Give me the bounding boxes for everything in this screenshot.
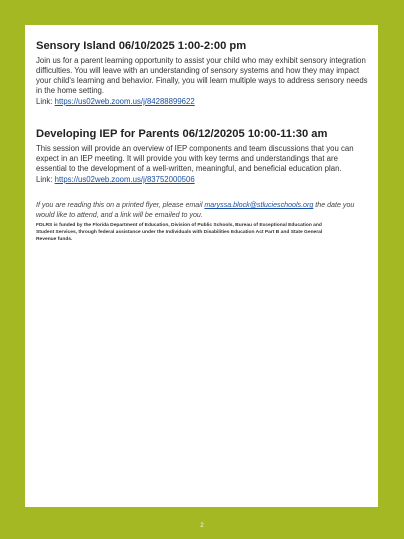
contact-email-link[interactable]: maryssa.block@stlucieschools.org	[204, 201, 314, 209]
session-link-line	[36, 174, 368, 185]
session-description: This session will provide an overview of IEP components and team discussions that you can expect in an IEP meeting. It will provide you with key terms and understandings that are essential to the development of a well-written, meaningful, and beneficial education plan.	[36, 144, 354, 173]
notice-text-after: the date you would like to attend, and a link will be emailed to you.	[36, 201, 355, 219]
session-developing-iep	[36, 128, 368, 185]
printed-flyer-notice	[36, 201, 368, 220]
session-title: Developing IEP for Parents 06/12/20205 10:00-11:30 am	[36, 128, 328, 140]
link-label: Link:	[36, 97, 53, 106]
session-sensory-island	[36, 40, 368, 107]
session-description: Join us for a parent learning opportunity to assist your child who may exhibit sensory integration difficulties. You will leave with an understanding of sensory systems and how they may impact your child's learning and behavior. Finally, you will learn multiple ways to address sensory needs in the home setting.	[36, 56, 368, 95]
flyer-content	[25, 25, 378, 244]
session-link-line	[36, 96, 368, 107]
funding-statement: FDLRS is funded by the Florida Department of Education, Division of Public Schools, Bureau of Exceptional Education and Student Services, through federal assistance under the Individuals with Disabilities Education Act Part B and State General Revenue funds.	[36, 223, 323, 242]
zoom-link[interactable]: https://us02web.zoom.us/j/83752000506	[54, 175, 195, 184]
notice-text-before: If you are reading this on a printed flyer, please email	[36, 201, 205, 209]
session-title: Sensory Island 06/10/2025 1:00-2:00 pm	[36, 40, 247, 52]
zoom-link[interactable]: https://us02web.zoom.us/j/84288899622	[54, 97, 195, 106]
page-number: 2	[200, 523, 204, 529]
link-label: Link:	[36, 175, 53, 184]
flyer-page	[25, 25, 378, 507]
